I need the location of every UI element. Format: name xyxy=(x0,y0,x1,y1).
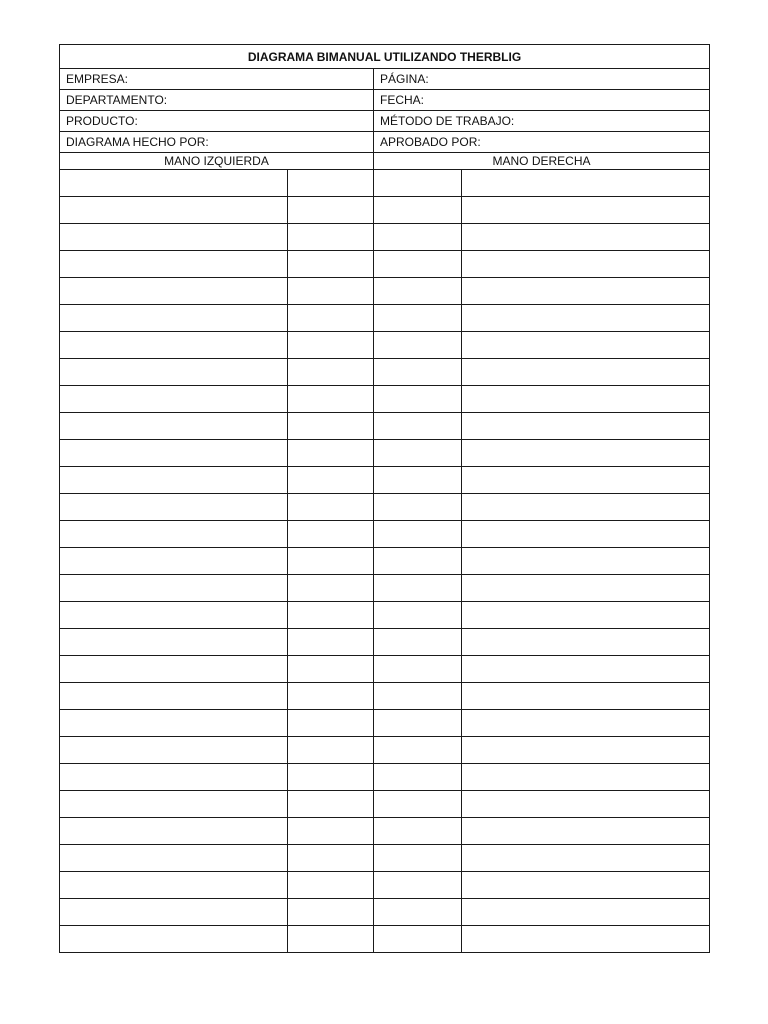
left-hand-symbol-cell[interactable] xyxy=(288,656,374,683)
right-hand-symbol-cell[interactable] xyxy=(374,764,462,791)
departamento-field[interactable]: DEPARTAMENTO: xyxy=(60,90,374,111)
left-hand-description-cell[interactable] xyxy=(60,764,288,791)
table-row xyxy=(60,440,710,467)
right-hand-symbol-cell[interactable] xyxy=(374,926,462,953)
right-hand-description-cell[interactable] xyxy=(462,386,710,413)
right-hand-symbol-cell[interactable] xyxy=(374,386,462,413)
table-row xyxy=(60,872,710,899)
right-hand-description-cell[interactable] xyxy=(462,224,710,251)
right-hand-symbol-cell[interactable] xyxy=(374,710,462,737)
table-row xyxy=(60,413,710,440)
right-hand-symbol-cell[interactable] xyxy=(374,899,462,926)
left-hand-symbol-cell[interactable] xyxy=(288,683,374,710)
left-hand-symbol-cell[interactable] xyxy=(288,872,374,899)
table-row xyxy=(60,629,710,656)
left-hand-description-cell[interactable] xyxy=(60,899,288,926)
right-hand-symbol-cell[interactable] xyxy=(374,737,462,764)
left-hand-symbol-cell[interactable] xyxy=(288,737,374,764)
producto-field[interactable]: PRODUCTO: xyxy=(60,111,374,132)
left-hand-description-cell[interactable] xyxy=(60,305,288,332)
table-row xyxy=(60,683,710,710)
left-hand-description-cell[interactable] xyxy=(60,575,288,602)
table-row xyxy=(60,197,710,224)
left-hand-symbol-cell[interactable] xyxy=(288,899,374,926)
left-hand-symbol-cell[interactable] xyxy=(288,575,374,602)
right-hand-symbol-cell[interactable] xyxy=(374,332,462,359)
left-hand-description-cell[interactable] xyxy=(60,494,288,521)
left-hand-description-cell[interactable] xyxy=(60,332,288,359)
left-hand-symbol-cell[interactable] xyxy=(288,359,374,386)
right-hand-description-cell[interactable] xyxy=(462,440,710,467)
table-row xyxy=(60,224,710,251)
right-hand-description-cell[interactable] xyxy=(462,413,710,440)
right-hand-symbol-cell[interactable] xyxy=(374,575,462,602)
left-hand-description-cell[interactable] xyxy=(60,872,288,899)
right-hand-description-cell[interactable] xyxy=(462,467,710,494)
right-hand-symbol-cell[interactable] xyxy=(374,170,462,197)
left-hand-symbol-cell[interactable] xyxy=(288,818,374,845)
left-hand-description-cell[interactable] xyxy=(60,548,288,575)
table-row xyxy=(60,386,710,413)
left-hand-symbol-cell[interactable] xyxy=(288,170,374,197)
table-row xyxy=(60,818,710,845)
left-hand-description-cell[interactable] xyxy=(60,737,288,764)
left-hand-description-cell[interactable] xyxy=(60,791,288,818)
right-hand-symbol-cell[interactable] xyxy=(374,251,462,278)
table-row xyxy=(60,332,710,359)
right-hand-description-cell[interactable] xyxy=(462,170,710,197)
table-row xyxy=(60,656,710,683)
table-row xyxy=(60,305,710,332)
left-hand-symbol-cell[interactable] xyxy=(288,791,374,818)
right-hand-symbol-cell[interactable] xyxy=(374,521,462,548)
right-hand-description-cell[interactable] xyxy=(462,494,710,521)
table-row xyxy=(60,494,710,521)
left-hand-description-cell[interactable] xyxy=(60,845,288,872)
right-hand-symbol-cell[interactable] xyxy=(374,305,462,332)
left-hand-description-cell[interactable] xyxy=(60,170,288,197)
right-hand-description-cell[interactable] xyxy=(462,845,710,872)
table-row xyxy=(60,710,710,737)
left-hand-symbol-cell[interactable] xyxy=(288,251,374,278)
left-hand-symbol-cell[interactable] xyxy=(288,224,374,251)
aprobado-por-field[interactable]: APROBADO POR: xyxy=(374,132,710,153)
left-hand-symbol-cell[interactable] xyxy=(288,629,374,656)
right-hand-symbol-cell[interactable] xyxy=(374,818,462,845)
right-hand-description-cell[interactable] xyxy=(462,332,710,359)
left-hand-description-cell[interactable] xyxy=(60,467,288,494)
left-hand-description-cell[interactable] xyxy=(60,926,288,953)
left-hand-symbol-cell[interactable] xyxy=(288,440,374,467)
left-hand-description-cell[interactable] xyxy=(60,440,288,467)
right-hand-symbol-cell[interactable] xyxy=(374,629,462,656)
left-hand-symbol-cell[interactable] xyxy=(288,710,374,737)
table-row xyxy=(60,791,710,818)
right-hand-description-cell[interactable] xyxy=(462,629,710,656)
table-row xyxy=(60,278,710,305)
table-row xyxy=(60,467,710,494)
right-hand-description-cell[interactable] xyxy=(462,926,710,953)
bimanual-chart-form xyxy=(59,44,710,953)
empresa-field[interactable]: EMPRESA: xyxy=(60,69,374,90)
left-hand-symbol-cell[interactable] xyxy=(288,332,374,359)
right-hand-symbol-cell[interactable] xyxy=(374,197,462,224)
right-hand-description-cell[interactable] xyxy=(462,683,710,710)
right-hand-symbol-cell[interactable] xyxy=(374,791,462,818)
right-hand-description-cell[interactable] xyxy=(462,818,710,845)
left-hand-symbol-cell[interactable] xyxy=(288,764,374,791)
right-hand-description-cell[interactable] xyxy=(462,278,710,305)
right-hand-symbol-cell[interactable] xyxy=(374,872,462,899)
right-hand-description-cell[interactable] xyxy=(462,764,710,791)
fecha-field[interactable]: FECHA: xyxy=(374,90,710,111)
left-hand-symbol-cell[interactable] xyxy=(288,386,374,413)
table-row xyxy=(60,359,710,386)
left-hand-symbol-cell[interactable] xyxy=(288,305,374,332)
table-row xyxy=(60,521,710,548)
right-hand-description-cell[interactable] xyxy=(462,521,710,548)
table-row xyxy=(60,170,710,197)
right-hand-symbol-cell[interactable] xyxy=(374,440,462,467)
right-hand-description-cell[interactable] xyxy=(462,305,710,332)
left-hand-description-cell[interactable] xyxy=(60,413,288,440)
metodo-trabajo-field[interactable]: MÉTODO DE TRABAJO: xyxy=(374,111,710,132)
right-hand-description-cell[interactable] xyxy=(462,656,710,683)
table-row xyxy=(60,845,710,872)
right-hand-description-cell[interactable] xyxy=(462,710,710,737)
right-hand-description-cell[interactable] xyxy=(462,899,710,926)
right-hand-description-cell[interactable] xyxy=(462,602,710,629)
right-hand-description-cell[interactable] xyxy=(462,791,710,818)
right-hand-description-cell[interactable] xyxy=(462,548,710,575)
left-hand-description-cell[interactable] xyxy=(60,197,288,224)
right-hand-description-cell[interactable] xyxy=(462,575,710,602)
table-row xyxy=(60,926,710,953)
left-hand-symbol-cell[interactable] xyxy=(288,467,374,494)
right-hand-symbol-cell[interactable] xyxy=(374,845,462,872)
left-hand-symbol-cell[interactable] xyxy=(288,521,374,548)
right-hand-header: MANO DERECHA xyxy=(374,153,710,170)
left-hand-symbol-cell[interactable] xyxy=(288,845,374,872)
table-row xyxy=(60,737,710,764)
table-row xyxy=(60,548,710,575)
right-hand-symbol-cell[interactable] xyxy=(374,548,462,575)
left-hand-symbol-cell[interactable] xyxy=(288,278,374,305)
right-hand-symbol-cell[interactable] xyxy=(374,494,462,521)
table-row xyxy=(60,575,710,602)
right-hand-description-cell[interactable] xyxy=(462,197,710,224)
table-row xyxy=(60,602,710,629)
right-hand-symbol-cell[interactable] xyxy=(374,278,462,305)
left-hand-description-cell[interactable] xyxy=(60,818,288,845)
right-hand-symbol-cell[interactable] xyxy=(374,359,462,386)
table-row xyxy=(60,764,710,791)
pagina-field[interactable]: PÁGINA: xyxy=(374,69,710,90)
hecho-por-field[interactable]: DIAGRAMA HECHO POR: xyxy=(60,132,374,153)
left-hand-description-cell[interactable] xyxy=(60,251,288,278)
right-hand-description-cell[interactable] xyxy=(462,737,710,764)
form-title: DIAGRAMA BIMANUAL UTILIZANDO THERBLIG xyxy=(60,45,710,69)
right-hand-symbol-cell[interactable] xyxy=(374,413,462,440)
right-hand-symbol-cell[interactable] xyxy=(374,467,462,494)
left-hand-description-cell[interactable] xyxy=(60,683,288,710)
left-hand-description-cell[interactable] xyxy=(60,710,288,737)
table-row xyxy=(60,899,710,926)
left-hand-symbol-cell[interactable] xyxy=(288,197,374,224)
left-hand-symbol-cell[interactable] xyxy=(288,602,374,629)
left-hand-symbol-cell[interactable] xyxy=(288,548,374,575)
right-hand-symbol-cell[interactable] xyxy=(374,602,462,629)
right-hand-symbol-cell[interactable] xyxy=(374,224,462,251)
right-hand-symbol-cell[interactable] xyxy=(374,656,462,683)
right-hand-symbol-cell[interactable] xyxy=(374,683,462,710)
left-hand-description-cell[interactable] xyxy=(60,224,288,251)
left-hand-symbol-cell[interactable] xyxy=(288,494,374,521)
table-row xyxy=(60,251,710,278)
left-hand-description-cell[interactable] xyxy=(60,359,288,386)
left-hand-description-cell[interactable] xyxy=(60,521,288,548)
right-hand-description-cell[interactable] xyxy=(462,872,710,899)
left-hand-symbol-cell[interactable] xyxy=(288,926,374,953)
left-hand-description-cell[interactable] xyxy=(60,278,288,305)
left-hand-header: MANO IZQUIERDA xyxy=(60,153,374,170)
right-hand-description-cell[interactable] xyxy=(462,359,710,386)
right-hand-description-cell[interactable] xyxy=(462,251,710,278)
left-hand-symbol-cell[interactable] xyxy=(288,413,374,440)
left-hand-description-cell[interactable] xyxy=(60,386,288,413)
left-hand-description-cell[interactable] xyxy=(60,629,288,656)
left-hand-description-cell[interactable] xyxy=(60,656,288,683)
left-hand-description-cell[interactable] xyxy=(60,602,288,629)
